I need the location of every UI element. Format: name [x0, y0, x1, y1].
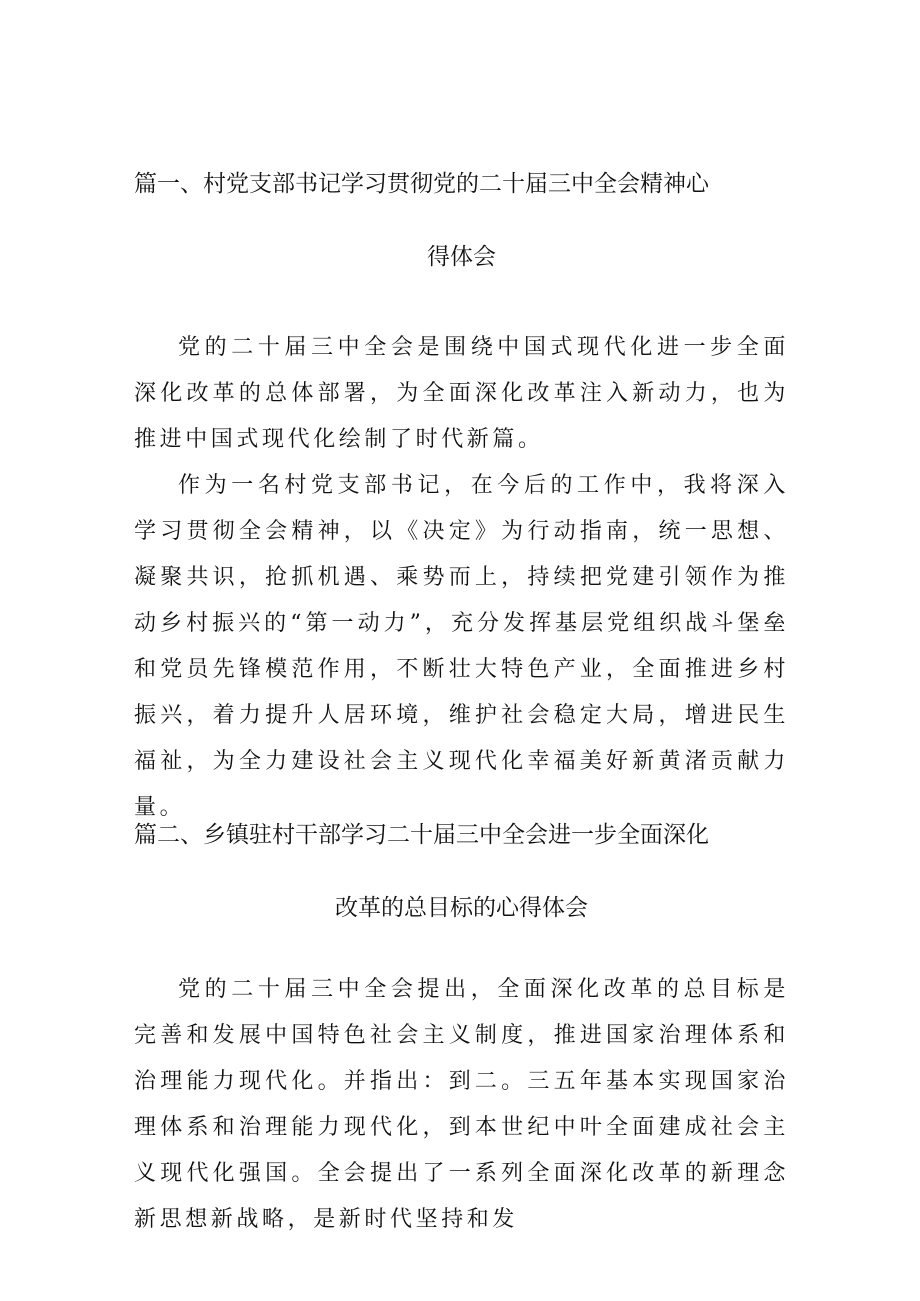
section-2-paragraph-1: 党的二十届三中全会提出，全面深化改革的总目标是完善和发展中国特色社会主义制度，推进国家治理体系和治理能力现代化。并指出：到二。三五年基本实现国家治理体系和治理能力现代化，到本世纪中叶全面建成社会主义现代化强国。全会提出了一系列全面深化改革的新理念新思想新战略，是新时代坚持和发: [134, 977, 789, 1232]
section-1-paragraph-2: 作为一名村党支部书记，在今后的工作中，我将深入学习贯彻全会精神，以《决定》为行动指南，统一思想、凝聚共识，抢抓机遇、乘势而上，持续把党建引领作为推动乡村振兴的“第一动力”，充分发挥基层党组织战斗堡垒和党员先锋模范作用，不断壮大特色产业，全面推进乡村振兴，着力提升人居环境，维护社会稳定大局，增进民生福祉，为全力建设社会主义现代化幸福美好新黄渚贡献力量。: [134, 473, 789, 820]
section-1-heading-line-2: 得体会: [427, 244, 496, 270]
section-1-paragraph-1: 党的二十届三中全会是围绕中国式现代化进一步全面深化改革的总体部署，为全面深化改革注入新动力，也为推进中国式现代化绘制了时代新篇。: [134, 335, 789, 452]
section-1-heading-line-1: 篇一、村党支部书记学习贯彻党的二十届三中全会精神心: [134, 171, 709, 197]
section-1-heading: [134, 148, 789, 294]
section-2-heading: [134, 799, 789, 945]
section-2-heading-line-2: 改革的总目标的心得体会: [335, 895, 588, 921]
section-2-heading-line-1: 篇二、乡镇驻村干部学习二十届三中全会进一步全面深化: [134, 822, 709, 848]
